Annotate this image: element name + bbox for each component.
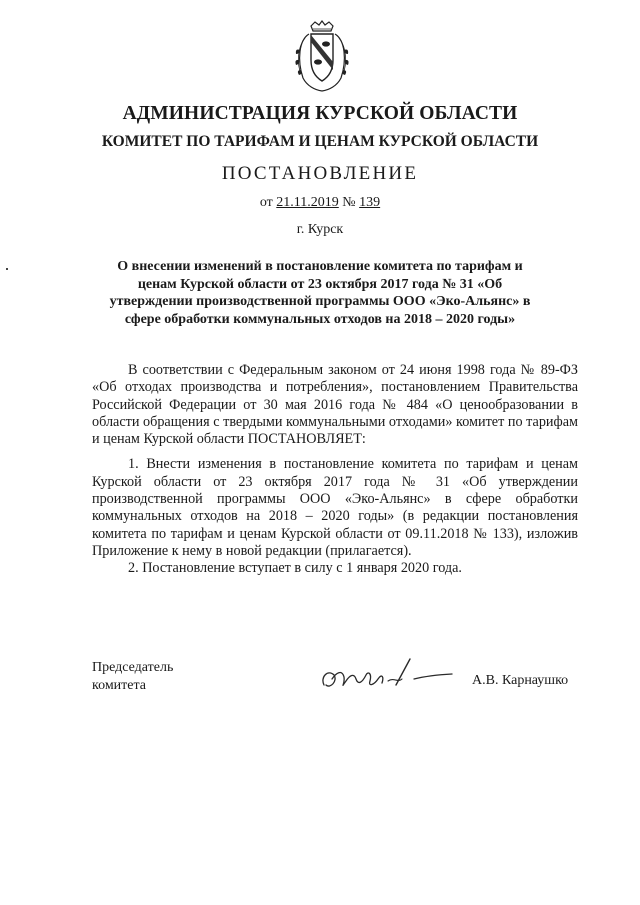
document-title: О внесении изменений в постановление комитета по тарифам и ценам Курской области от 23 октября 2017 года № 31 «Об утверждении производственной программы ООО «Эко-Альянс» в сфере обработки коммунальных отходов на 2018 – 2020 годы» <box>109 259 531 327</box>
document-type: ПОСТАНОВЛЕНИЕ <box>221 163 419 184</box>
position-line-2: комитета <box>92 678 147 693</box>
item-2-paragraph: 2. Постановление вступает в силу с 1 января 2020 года. <box>128 560 462 577</box>
document-date-number <box>0 195 640 211</box>
document-city: г. Курск <box>296 222 344 237</box>
scan-speck <box>6 268 8 270</box>
document-number: 139 <box>359 195 381 210</box>
signer-name: А.В. Карнаушко <box>472 673 569 688</box>
position-line-1: Председатель <box>92 660 174 675</box>
organization-title: АДМИНИСТРАЦИЯ КУРСКОЙ ОБЛАСТИ <box>122 103 518 124</box>
date-prefix: от <box>259 195 277 210</box>
coat-of-arms-icon <box>291 20 353 92</box>
committee-title: КОМИТЕТ ПО ТАРИФАМ И ЦЕНАМ КУРСКОЙ ОБЛАСТИ <box>101 133 539 150</box>
signer-position <box>92 659 173 695</box>
handwritten-signature <box>318 655 458 703</box>
number-prefix: № <box>338 195 360 210</box>
document-date: 21.11.2019 <box>276 195 339 210</box>
document-body <box>92 362 578 578</box>
preamble-paragraph: В соответствии с Федеральным законом от 24 июня 1998 года № 89-ФЗ «Об отходах производства и потребления», постановлением Правительства Российской Федерации от 30 мая 2016 года № 484 «О ценообразовании в области обращения с твердыми коммунальными отходами» комитет по тарифам и ценам Курской области ПОСТАНОВЛЯЕТ: <box>92 362 578 448</box>
item-1-paragraph: 1. Внести изменения в постановление комитета по тарифам и ценам Курской области от 23 октября 2017 года № 31 «Об утверждении производственной программы ООО «Эко-Альянс» в сфере обработки коммунальных отходов на 2018 – 2020 годы» (в редакции постановления комитета по тарифам и ценам Курской области от 09.11.2018 № 133), изложив Приложение к нему в новой редакции (прилагается). <box>92 456 578 559</box>
